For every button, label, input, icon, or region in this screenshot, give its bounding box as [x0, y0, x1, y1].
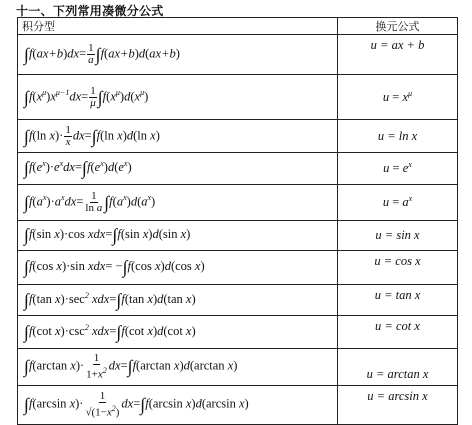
page-title: 十一、下列常用凑微分公式 — [16, 4, 164, 18]
formula-cell: ∫f(cot $x)\cdot\csc^2$ xdx=∫f(cot x)d(cot x) — [18, 316, 338, 349]
substitution-cell: u = ln x — [338, 120, 458, 153]
header-integral-type: 积分型 — [18, 18, 338, 35]
formula-cell: ∫f(ax+b)dx= $\frac{1}{a}$ ∫f(ax+b)d(ax+b) — [18, 35, 338, 75]
substitution-cell: u = arcsin x — [338, 386, 458, 425]
formula-cell: ∫f(sin x)·cos xdx=∫f(sin x)d(sin x) — [18, 221, 338, 251]
formula-cell: ∫f(cos x)·sin xdx= −∫f(cos x)d(cos x) — [18, 251, 338, 285]
table-row — [18, 349, 458, 386]
formula-cell: ∫f(tan $x)\cdot\sec^2$ xdx=∫f(tan x)d(tan x) — [18, 285, 338, 316]
table-row — [18, 75, 458, 120]
substitution-cell: u = sin x — [338, 221, 458, 251]
formula-cell: $\int f(x^\mu)x^{\mu-1}dx=$ $\frac{1}{\mu}$ $\int f(x^\mu)d(x^\mu)$ — [18, 75, 338, 120]
formula-cell: $\int f(e^x)\cdot e^xdx=\int f(e^x)d(e^x)$ — [18, 153, 338, 185]
formula-table — [17, 17, 458, 425]
substitution-cell: u = cot x — [338, 316, 458, 349]
table-row — [18, 386, 458, 425]
table-row — [18, 185, 458, 221]
table-row — [18, 35, 458, 75]
formula-cell: ∫f(arctan x)· $\frac{1}{1+x^2}$ dx=∫f(arctan x)d(arctan x) — [18, 349, 338, 386]
table-row — [18, 120, 458, 153]
substitution-cell: u = arctan x — [338, 349, 458, 386]
substitution-cell: $u = a^x$ — [338, 185, 458, 221]
formula-cell: ∫f(ln x)· $\frac{1}{x}$ dx=∫f(ln x)d(ln x) — [18, 120, 338, 153]
table-row — [18, 316, 458, 349]
substitution-cell: u = cos x — [338, 251, 458, 285]
substitution-cell: u = tan x — [338, 285, 458, 316]
substitution-cell: $u = e^x$ — [338, 153, 458, 185]
header-substitution: 换元公式 — [338, 18, 458, 35]
substitution-cell: u = ax + b — [338, 35, 458, 75]
table-header-row — [18, 18, 458, 35]
table-row — [18, 153, 458, 185]
table-row — [18, 285, 458, 316]
substitution-cell: $u = x^\mu$ — [338, 75, 458, 120]
table-row — [18, 221, 458, 251]
formula-cell: $\int f(a^x)\cdot a^xdx=$ $\frac{1}{\text{ln a}}$ $\int f(a^x)d(a^x)$ — [18, 185, 338, 221]
table-row — [18, 251, 458, 285]
formula-cell: ∫f(arcsin x)· $\frac{1}{√(1-x^2)}$ dx=∫f(arcsin x)d(arcsin x) — [18, 386, 338, 425]
